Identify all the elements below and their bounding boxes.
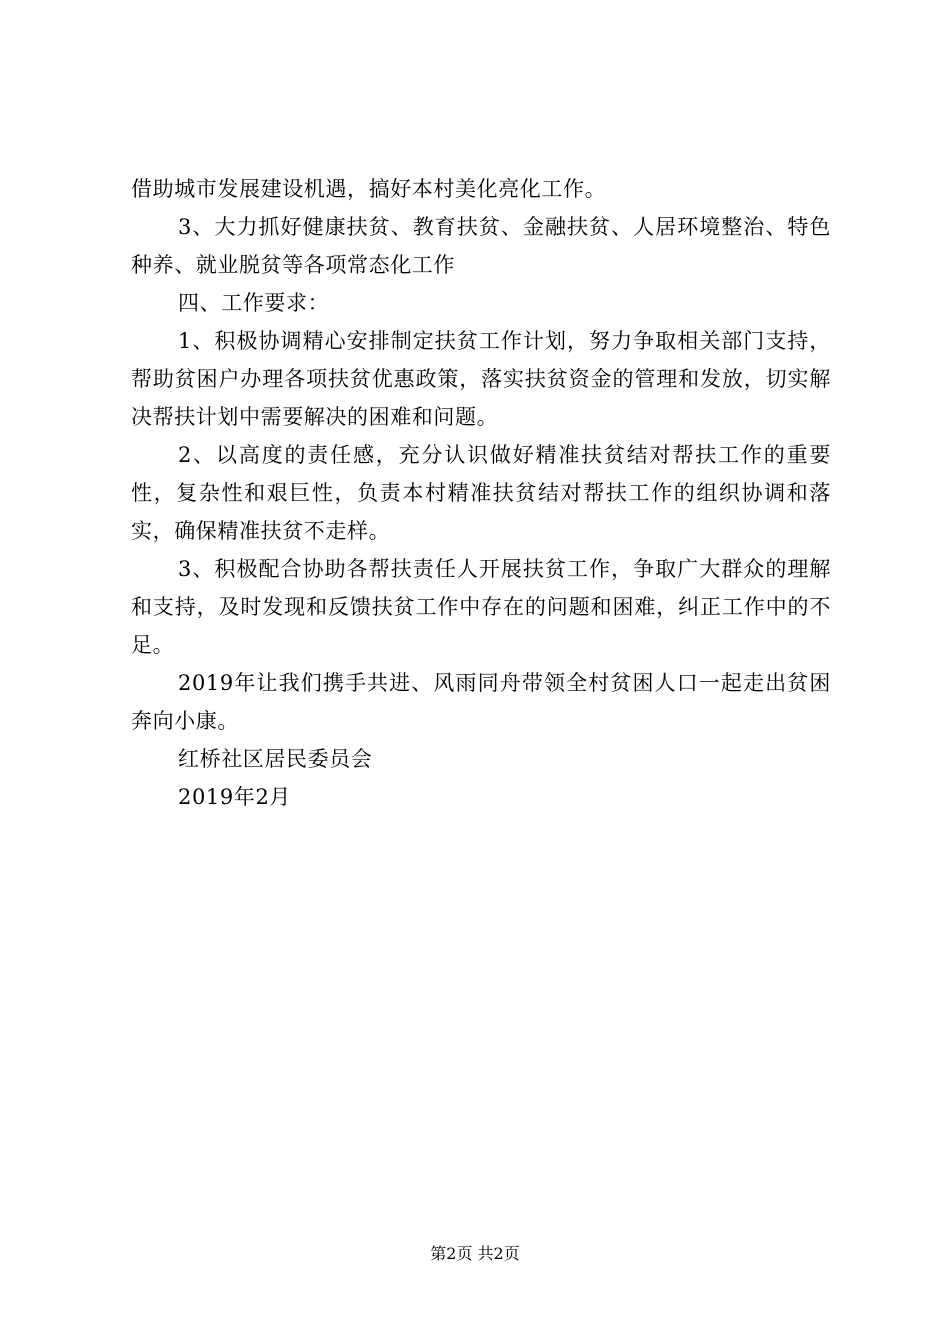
signature-organization: 红桥社区居民委员会 <box>178 747 373 771</box>
signature-date: 2019年2月 <box>178 785 292 809</box>
page-number-footer: 第2页 共2页 <box>430 1244 520 1263</box>
section-heading-work-requirements: 四、工作要求： <box>178 291 330 315</box>
paragraph-requirement-2: 2、以高度的责任感，充分认识做好精准扶贫结对帮扶工作的重要性，复杂性和艰巨性，负责本村精准扶贫结对帮扶工作的组织协调和落实，确保精准扶贫不走样。 <box>131 443 831 543</box>
paragraph-requirement-1: 1、积极协调精心安排制定扶贫工作计划，努力争取相关部门支持，帮助贫困户办理各项扶贫优惠政策，落实扶贫资金的管理和发放，切实解决帮扶计划中需要解决的困难和问题。 <box>131 329 831 429</box>
paragraph-requirement-3: 3、积极配合协助各帮扶责任人开展扶贫工作，争取广大群众的理解和支持，及时发现和反馈扶贫工作中存在的问题和困难，纠正工作中的不足。 <box>131 557 831 657</box>
paragraph-continuation: 借助城市发展建设机遇，搞好本村美化亮化工作。 <box>131 177 607 201</box>
paragraph-item-3-health-education: 3、大力抓好健康扶贫、教育扶贫、金融扶贫、人居环境整治、特色种养、就业脱贫等各项常态化工作 <box>131 215 831 277</box>
document-body <box>131 170 831 816</box>
paragraph-closing: 2019年让我们携手共进、风雨同舟带领全村贫困人口一起走出贫困奔向小康。 <box>131 671 831 733</box>
